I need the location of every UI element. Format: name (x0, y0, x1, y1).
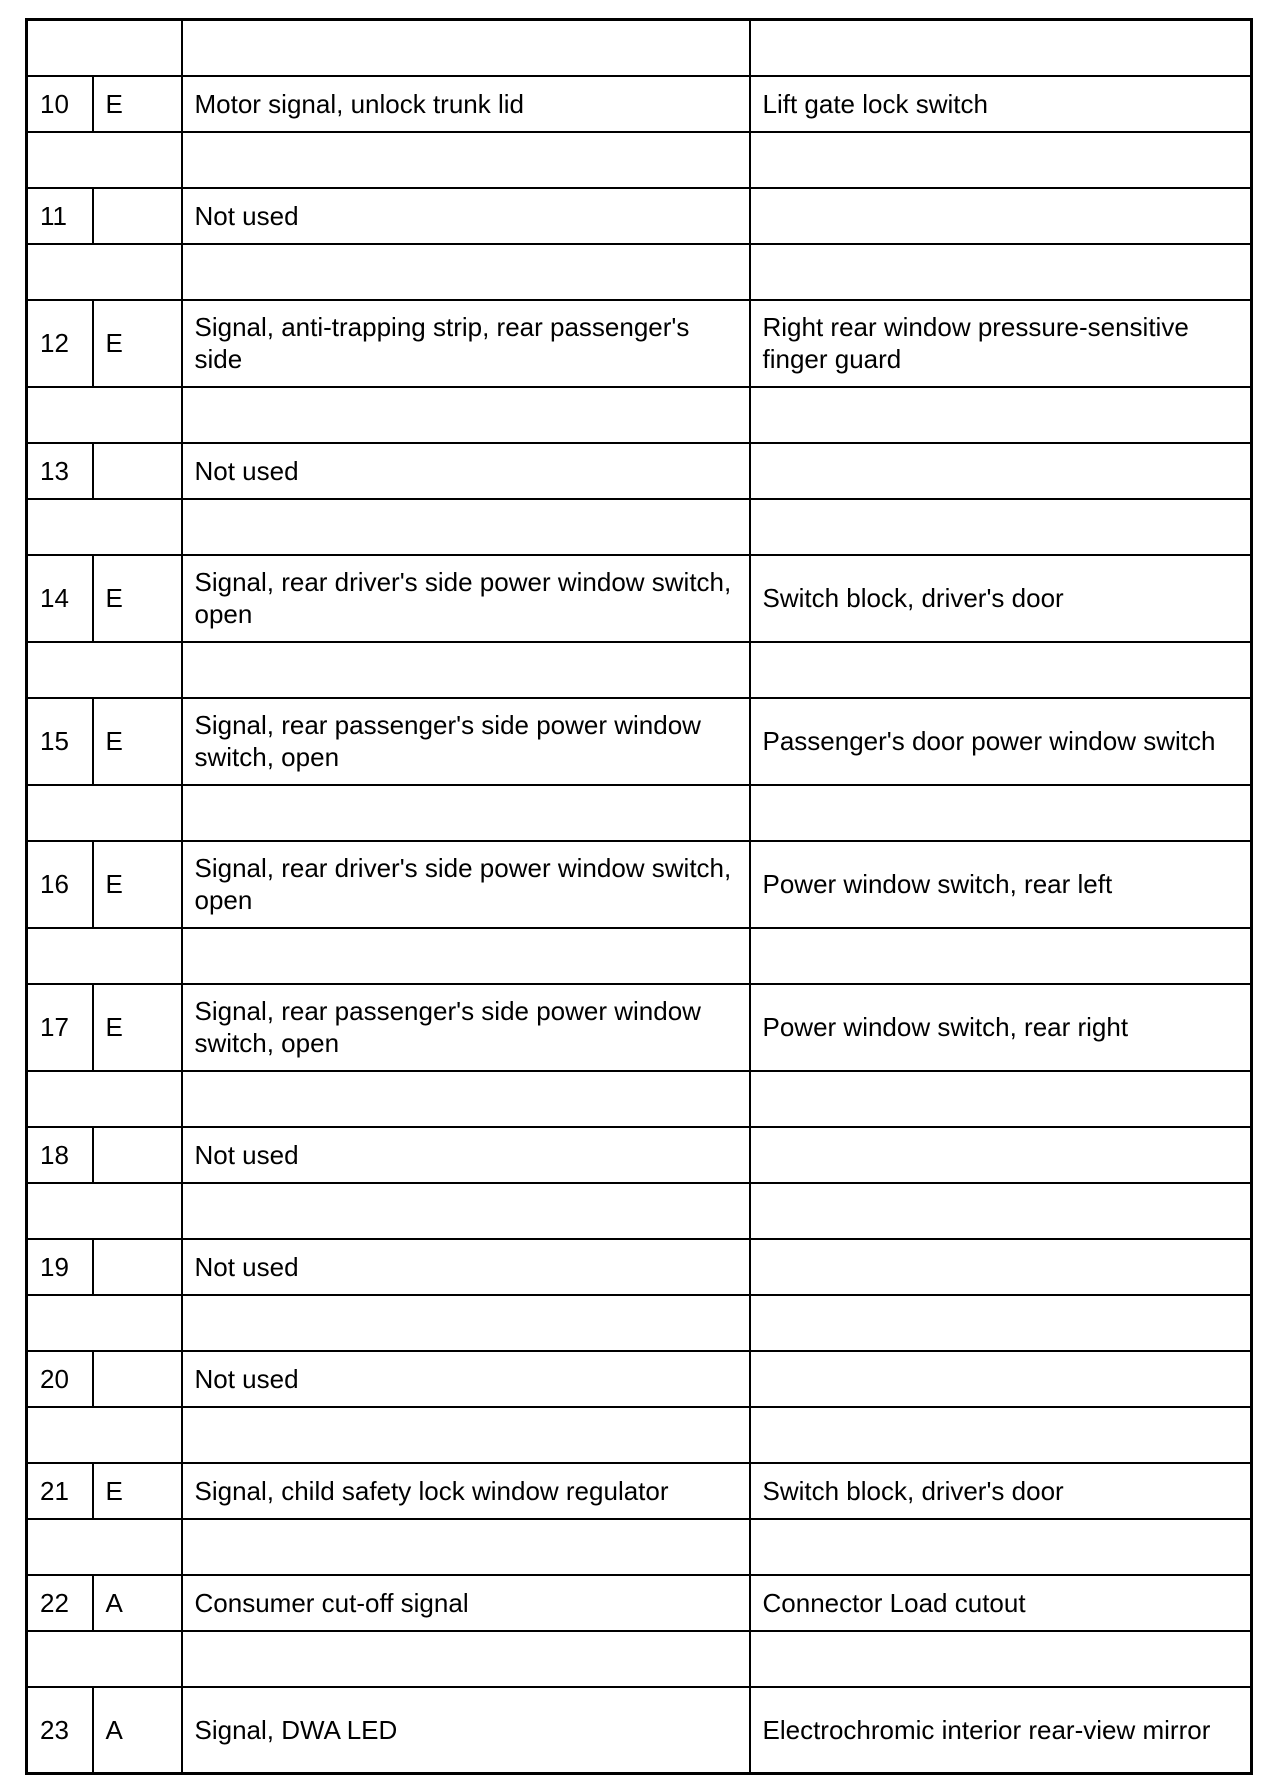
spacer-row (27, 1071, 1252, 1127)
pin-number: 22 (27, 1575, 93, 1631)
table-row (27, 76, 1252, 132)
table-row (27, 698, 1252, 785)
signal-direction (93, 1239, 182, 1295)
spacer-row (27, 244, 1252, 300)
spacer-row (27, 642, 1252, 698)
empty-cell (182, 1407, 750, 1463)
table-row (27, 1127, 1252, 1183)
empty-cell (750, 132, 1252, 188)
empty-cell (182, 387, 750, 443)
empty-cell (750, 928, 1252, 984)
pin-number: 16 (27, 841, 93, 928)
empty-cell (182, 928, 750, 984)
pin-number: 23 (27, 1687, 93, 1774)
spacer-row (27, 1519, 1252, 1575)
empty-cell (750, 1407, 1252, 1463)
empty-cell (182, 132, 750, 188)
empty-cell (182, 785, 750, 841)
spacer-row (27, 785, 1252, 841)
connected-component (750, 1351, 1252, 1407)
empty-cell (27, 20, 182, 76)
spacer-row (27, 928, 1252, 984)
empty-cell (750, 499, 1252, 555)
signal-direction (93, 1351, 182, 1407)
signal-direction: E (93, 1463, 182, 1519)
table-row (27, 1575, 1252, 1631)
table-row (27, 300, 1252, 387)
connected-component: Electrochromic interior rear-view mirror (750, 1687, 1252, 1774)
connected-component (750, 188, 1252, 244)
spacer-row (27, 499, 1252, 555)
empty-cell (182, 20, 750, 76)
empty-cell (27, 1519, 182, 1575)
empty-cell (182, 499, 750, 555)
pin-number: 17 (27, 984, 93, 1071)
connected-component: Switch block, driver's door (750, 555, 1252, 642)
table-row (27, 1687, 1252, 1774)
table-row (27, 841, 1252, 928)
empty-cell (27, 499, 182, 555)
signal-direction (93, 1127, 182, 1183)
signal-description: Not used (182, 1351, 750, 1407)
signal-description: Not used (182, 1127, 750, 1183)
empty-cell (27, 132, 182, 188)
pin-assignment-table (25, 18, 1253, 1775)
table-row (27, 443, 1252, 499)
signal-direction: A (93, 1575, 182, 1631)
empty-cell (27, 785, 182, 841)
table-row (27, 1463, 1252, 1519)
signal-description: Consumer cut-off signal (182, 1575, 750, 1631)
connected-component: Connector Load cutout (750, 1575, 1252, 1631)
connected-component: Lift gate lock switch (750, 76, 1252, 132)
empty-cell (750, 244, 1252, 300)
empty-cell (27, 1183, 182, 1239)
signal-description: Motor signal, unlock trunk lid (182, 76, 750, 132)
signal-direction: E (93, 698, 182, 785)
empty-cell (750, 1183, 1252, 1239)
table-row (27, 555, 1252, 642)
empty-cell (750, 387, 1252, 443)
signal-description: Not used (182, 443, 750, 499)
table-row (27, 1239, 1252, 1295)
empty-cell (182, 1295, 750, 1351)
signal-direction (93, 443, 182, 499)
empty-cell (750, 1071, 1252, 1127)
spacer-row (27, 1295, 1252, 1351)
table-row (27, 188, 1252, 244)
spacer-row (27, 1183, 1252, 1239)
pin-number: 15 (27, 698, 93, 785)
pin-number: 12 (27, 300, 93, 387)
signal-direction: E (93, 300, 182, 387)
empty-cell (750, 642, 1252, 698)
signal-description: Signal, anti-trapping strip, rear passenger's side (182, 300, 750, 387)
pin-number: 14 (27, 555, 93, 642)
connected-component (750, 443, 1252, 499)
empty-cell (27, 1295, 182, 1351)
spacer-row (27, 132, 1252, 188)
empty-cell (182, 1519, 750, 1575)
empty-cell (27, 642, 182, 698)
connected-component (750, 1127, 1252, 1183)
empty-cell (750, 785, 1252, 841)
signal-direction: E (93, 984, 182, 1071)
empty-cell (27, 928, 182, 984)
signal-direction: E (93, 555, 182, 642)
signal-direction (93, 188, 182, 244)
empty-cell (182, 642, 750, 698)
empty-cell (27, 1631, 182, 1687)
signal-description: Signal, rear driver's side power window switch, open (182, 555, 750, 642)
connected-component: Passenger's door power window switch (750, 698, 1252, 785)
signal-description: Signal, rear driver's side power window switch, open (182, 841, 750, 928)
connected-component: Switch block, driver's door (750, 1463, 1252, 1519)
signal-direction: A (93, 1687, 182, 1774)
empty-cell (182, 1071, 750, 1127)
pin-number: 19 (27, 1239, 93, 1295)
pin-number: 20 (27, 1351, 93, 1407)
empty-cell (27, 1071, 182, 1127)
pin-number: 18 (27, 1127, 93, 1183)
signal-description: Not used (182, 1239, 750, 1295)
empty-cell (750, 1519, 1252, 1575)
empty-cell (750, 1631, 1252, 1687)
empty-cell (750, 20, 1252, 76)
signal-description: Not used (182, 188, 750, 244)
spacer-row (27, 1407, 1252, 1463)
connected-component: Right rear window pressure-sensitive finger guard (750, 300, 1252, 387)
empty-cell (27, 244, 182, 300)
empty-cell (182, 1183, 750, 1239)
pin-number: 21 (27, 1463, 93, 1519)
connected-component: Power window switch, rear right (750, 984, 1252, 1071)
signal-direction: E (93, 76, 182, 132)
spacer-row (27, 1631, 1252, 1687)
empty-cell (182, 1631, 750, 1687)
empty-cell (182, 244, 750, 300)
signal-description: Signal, DWA LED (182, 1687, 750, 1774)
pin-number: 10 (27, 76, 93, 132)
spacer-row (27, 20, 1252, 76)
pin-number: 13 (27, 443, 93, 499)
pin-table-body (27, 20, 1252, 1774)
signal-description: Signal, rear passenger's side power window switch, open (182, 698, 750, 785)
connected-component: Power window switch, rear left (750, 841, 1252, 928)
pin-number: 11 (27, 188, 93, 244)
empty-cell (27, 1407, 182, 1463)
empty-cell (27, 387, 182, 443)
table-row (27, 1351, 1252, 1407)
connected-component (750, 1239, 1252, 1295)
signal-description: Signal, rear passenger's side power window switch, open (182, 984, 750, 1071)
signal-description: Signal, child safety lock window regulator (182, 1463, 750, 1519)
table-row (27, 984, 1252, 1071)
signal-direction: E (93, 841, 182, 928)
empty-cell (750, 1295, 1252, 1351)
spacer-row (27, 387, 1252, 443)
